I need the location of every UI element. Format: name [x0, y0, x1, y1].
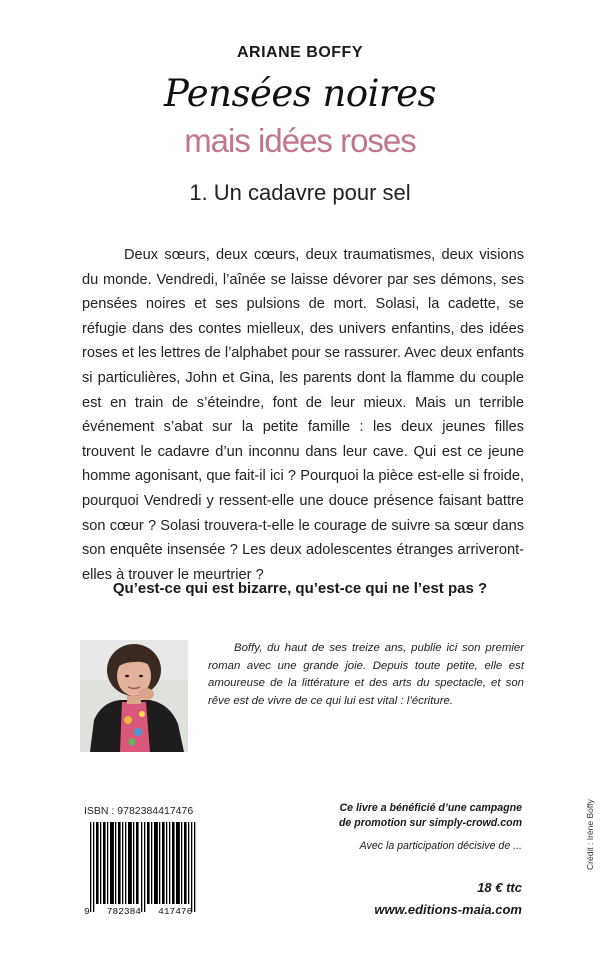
isbn-label: ISBN : 9782384417476	[84, 805, 194, 817]
barcode-digits: 9 782384 417476	[84, 906, 193, 917]
participation-text: Avec la participation décisive de ...	[359, 840, 522, 852]
author-portrait-photo	[80, 640, 188, 752]
publisher-website: www.editions-maia.com	[374, 902, 522, 917]
author-portrait-illustration	[80, 640, 188, 752]
promo-line-2: de promotion sur simply-crowd.com	[338, 817, 522, 829]
promo-line-1: Ce livre a bénéficié d’une campagne	[339, 802, 522, 814]
synopsis-paragraph: Deux sœurs, deux cœurs, deux traumatismes, deux visions du monde. Vendredi, l’aînée se laisse dévorer par ses démons, ses pensées noires et ses pulsions de mort. Solasi, la cadette, se réfugie dans des contes mielleux, des univers enfantins, des idées roses et les lettres de l’alphabet pour se rassurer. Avec deux enfants si particulières, John et Gina, les parents dont la flamme du couple est en train de s’éteindre, font de leur mieux. Mais un terrible événement s’abat sur la petite famille : les deux jeunes filles trouvent le cadavre d’un inconnu dans leur cave. Qui est ce jeune homme agonisant, que fait-il ici ? Pourquoi la pièce est-elle si froide, pourquoi Vendredi y ressent-elle une douce présence faisant battre son cœur ? Solasi trouvera-t-elle le courage de suivre sa sœur dans son enquête insensée ? Les deux adolescentes étranges arriveront-elles à trouver le meurtrier ?	[82, 247, 524, 583]
book-title-line2: mais idées roses	[184, 122, 416, 159]
tagline-question: Qu’est-ce qui est bizarre, qu’est-ce qui ne l’est pas ?	[112, 580, 488, 597]
price-label: 18 € ttc	[477, 880, 522, 895]
author-name: ARIANE BOFFY	[237, 44, 363, 61]
author-bio: Boffy, du haut de ses treize ans, publie ici son premier roman avec une grande joie. Depuis toute petite, elle est amoureuse de la littérature et des arts du spectacle, et son rêve est de vivre de ce qui lui est vital : l’écriture.	[208, 642, 524, 707]
book-subtitle: 1. Un cadavre pour sel	[189, 180, 411, 205]
isbn-barcode	[84, 822, 206, 922]
book-title-line1: Pensées noires	[164, 72, 436, 115]
promo-text	[290, 801, 522, 831]
photo-credit: Crédit : Irène Boffy	[585, 799, 595, 870]
